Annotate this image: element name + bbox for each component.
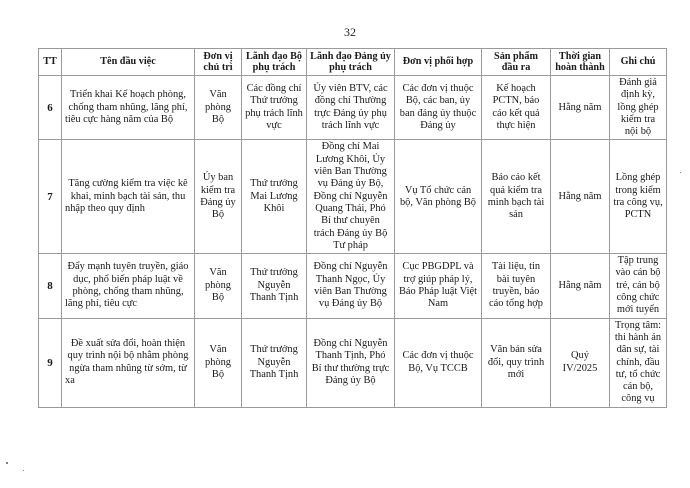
cell-ministry-leader: Thứ trưởng Mai Lương Khôi xyxy=(242,140,307,254)
cell-tt: 7 xyxy=(39,140,62,254)
header-party-leader: Lãnh đạo Đảng ủy phụ trách xyxy=(307,49,395,76)
header-output: Sản phẩm đầu ra xyxy=(482,49,551,76)
table-header-row xyxy=(39,49,667,76)
cell-party-leader: Ủy viên BTV, các đồng chí Thường trực Đảng ủy phụ trách lĩnh vực xyxy=(307,76,395,140)
cell-tt: 8 xyxy=(39,254,62,318)
cell-output: Văn bản sửa đổi, quy trình mới xyxy=(482,318,551,407)
cell-output: Báo cáo kết quả kiểm tra minh bạch tài sản xyxy=(482,140,551,254)
scan-speck xyxy=(23,470,24,471)
cell-coordinating-unit: Các đơn vị thuộc Bộ, các ban, ủy ban đảng ủy thuộc Đảng ủy xyxy=(395,76,482,140)
cell-ministry-leader: Thứ trưởng Nguyễn Thanh Tịnh xyxy=(242,318,307,407)
cell-ministry-leader: Thứ trưởng Nguyễn Thanh Tịnh xyxy=(242,254,307,318)
cell-notes: Tập trung vào cán bộ trẻ, cán bộ công chức mới tuyển xyxy=(610,254,667,318)
cell-tt: 9 xyxy=(39,318,62,407)
cell-deadline: Hằng năm xyxy=(551,254,610,318)
cell-notes: Lồng ghép trong kiểm tra công vụ, PCTN xyxy=(610,140,667,254)
cell-lead-unit: Ủy ban kiểm tra Đảng ủy Bộ xyxy=(195,140,242,254)
cell-deadline: Quý IV/2025 xyxy=(551,318,610,407)
table-row xyxy=(39,76,667,140)
cell-lead-unit: Văn phòng Bộ xyxy=(195,318,242,407)
cell-lead-unit: Văn phòng Bộ xyxy=(195,76,242,140)
cell-coordinating-unit: Các đơn vị thuộc Bộ, Vụ TCCB xyxy=(395,318,482,407)
page-number: 32 xyxy=(344,25,356,39)
cell-tt: 6 xyxy=(39,76,62,140)
cell-task: Đẩy mạnh tuyên truyền, giáo dục, phổ biến pháp luật về phòng, chống tham nhũng, lãng phí, tiêu cực xyxy=(62,254,195,318)
header-tt: TT xyxy=(39,49,62,76)
header-ministry-leader: Lãnh đạo Bộ phụ trách xyxy=(242,49,307,76)
header-deadline: Thời gian hoàn thành xyxy=(551,49,610,76)
cell-output: Kế hoạch PCTN, báo cáo kết quả thực hiện xyxy=(482,76,551,140)
cell-notes: Đánh giá định kỳ, lồng ghép kiểm tra nội bộ xyxy=(610,76,667,140)
cell-party-leader: Đồng chí Nguyễn Thanh Ngọc, Ủy viên Ban Thường vụ Đảng ủy Bộ xyxy=(307,254,395,318)
header-notes: Ghi chú xyxy=(610,49,667,76)
header-coordinating-unit: Đơn vị phối hợp xyxy=(395,49,482,76)
cell-coordinating-unit: Cục PBGDPL và trợ giúp pháp lý, Báo Pháp luật Việt Nam xyxy=(395,254,482,318)
cell-deadline: Hằng năm xyxy=(551,140,610,254)
cell-task: Triển khai Kế hoạch phòng, chống tham nhũng, lãng phí, tiêu cực hàng năm của Bộ xyxy=(62,76,195,140)
cell-notes: Trọng tâm: thi hành án dân sự, tài chính, đầu tư, tổ chức cán bộ, công vụ xyxy=(610,318,667,407)
cell-coordinating-unit: Vụ Tổ chức cán bộ, Văn phòng Bộ xyxy=(395,140,482,254)
scan-speck xyxy=(680,172,681,173)
cell-party-leader: Đồng chí Mai Lương Khôi, Ủy viên Ban Thường vụ Đảng ủy Bộ, Đồng chí Nguyễn Quang Thái, Phó Bí thư chuyên trách Đảng ủy Bộ Tư pháp xyxy=(307,140,395,254)
header-lead-unit: Đơn vị chủ trì xyxy=(195,49,242,76)
cell-ministry-leader: Các đồng chí Thứ trưởng phụ trách lĩnh vực xyxy=(242,76,307,140)
scan-speck xyxy=(6,462,8,464)
cell-lead-unit: Văn phòng Bộ xyxy=(195,254,242,318)
cell-task: Tăng cường kiểm tra việc kê khai, minh bạch tài sản, thu nhập theo quy định xyxy=(62,140,195,254)
table-row xyxy=(39,254,667,318)
task-plan-table xyxy=(38,48,667,408)
cell-party-leader: Đồng chí Nguyễn Thanh Tịnh, Phó Bí thư thường trực Đảng ủy Bộ xyxy=(307,318,395,407)
cell-task: Đề xuất sửa đổi, hoàn thiện quy trình nội bộ nhằm phòng ngừa tham nhũng từ sớm, từ xa xyxy=(62,318,195,407)
table-row xyxy=(39,140,667,254)
cell-output: Tài liệu, tin bài tuyên truyền, báo cáo tổng hợp xyxy=(482,254,551,318)
header-task: Tên đầu việc xyxy=(62,49,195,76)
table-row xyxy=(39,318,667,407)
cell-deadline: Hằng năm xyxy=(551,76,610,140)
